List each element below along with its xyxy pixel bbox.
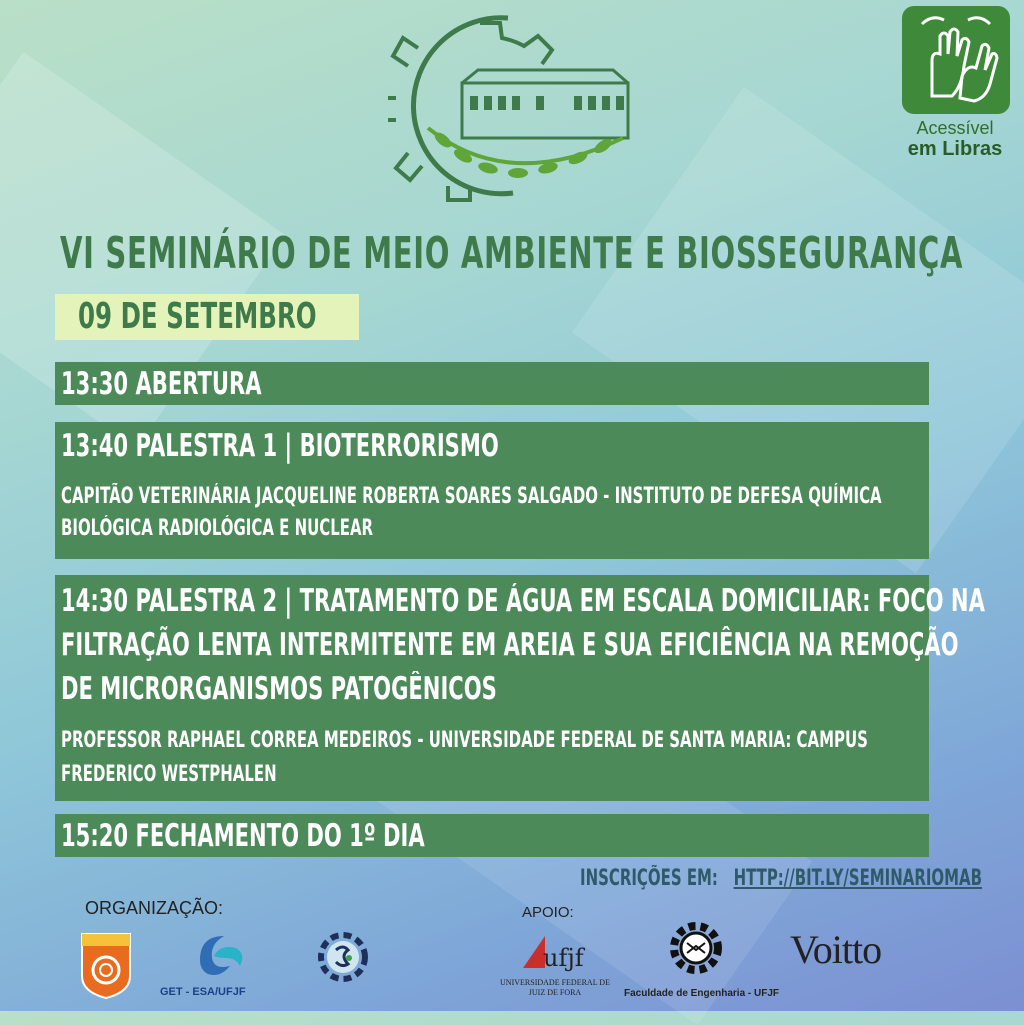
- engineering-gear-icon: [665, 917, 727, 979]
- schedule-item-speaker: BIOLÓGICA RADIOLÓGICA E NUCLEAR: [61, 516, 374, 541]
- schedule-item-head: DE MICRORGANISMOS PATOGÊNICOS: [61, 671, 497, 707]
- schedule-item-talk-1: [55, 422, 929, 559]
- schedule-item-head: 15:20 FECHAMENTO DO 1º DIA: [61, 818, 425, 854]
- ufjf-caption: UNIVERSIDADE FEDERAL DE JUIZ DE FORA: [500, 978, 610, 997]
- schedule-item-head: FILTRAÇÃO LENTA INTERMITENTE EM AREIA E SUA EFICIÊNCIA NA REMOÇÃO: [61, 627, 959, 663]
- registration-line: [580, 866, 982, 891]
- wave-logo-icon: [190, 930, 250, 982]
- gear-logo-icon: [312, 926, 374, 988]
- voitto-logo: Voitto: [790, 927, 882, 972]
- organizacao-label: ORGANIZAÇÃO:: [85, 898, 224, 918]
- get-esa-logo: [190, 930, 250, 982]
- schedule-item-opening: [55, 362, 929, 405]
- get-esa-caption: GET - ESA/UFJF: [160, 986, 246, 998]
- libras-label-line1: Acessível: [916, 118, 994, 138]
- registration-link[interactable]: HTTP://BIT.LY/SEMINARIOMAB: [733, 866, 983, 891]
- shield-logo-icon: [80, 932, 132, 1000]
- schedule-item-speaker: CAPITÃO VETERINÁRIA JACQUELINE ROBERTA SOARES SALGADO - INSTITUTO DE DEFESA QUÍMICA: [61, 484, 882, 509]
- libras-label-line2: em Libras: [907, 138, 1003, 160]
- page-title: VI SEMINÁRIO DE MEIO AMBIENTE E BIOSSEGURANÇA: [60, 228, 964, 279]
- faculdade-engenharia-caption: Faculdade de Engenharia - UFJF: [624, 988, 780, 999]
- schedule-item-head: 13:40 PALESTRA 1 | BIOTERRORISMO: [61, 428, 499, 464]
- sign-language-hands-icon: [902, 6, 1010, 114]
- seminar-logo-icon: [388, 8, 638, 203]
- schedule-item-speaker: FREDERICO WESTPHALEN: [61, 762, 277, 787]
- svg-text:ufjf: ufjf: [543, 944, 584, 972]
- schedule-item-speaker: PROFESSOR RAPHAEL CORREA MEDEIROS - UNIVERSIDADE FEDERAL DE SANTA MARIA: CAMPUS: [61, 728, 868, 753]
- schedule-item-head: 14:30 PALESTRA 2 | TRATAMENTO DE ÁGUA EM ESCALA DOMICILIAR: FOCO NA: [61, 583, 985, 619]
- event-date: 09 DE SETEMBRO: [78, 296, 317, 337]
- schedule-item-head: 13:30 ABERTURA: [61, 366, 262, 402]
- schedule-item-talk-2: [55, 575, 985, 801]
- ufjf-mark-icon: [515, 922, 585, 974]
- esa-gear-logo: [312, 926, 374, 988]
- ufjf-logo: [515, 922, 585, 974]
- cuf-ceac-logo: [80, 932, 132, 1000]
- schedule-item-closing: [55, 814, 929, 857]
- faculdade-engenharia-logo: [665, 917, 727, 979]
- registration-label: INSCRIÇÕES EM:: [580, 866, 718, 891]
- apoio-label: APOIO:: [522, 904, 574, 921]
- libras-badge: [902, 6, 1010, 114]
